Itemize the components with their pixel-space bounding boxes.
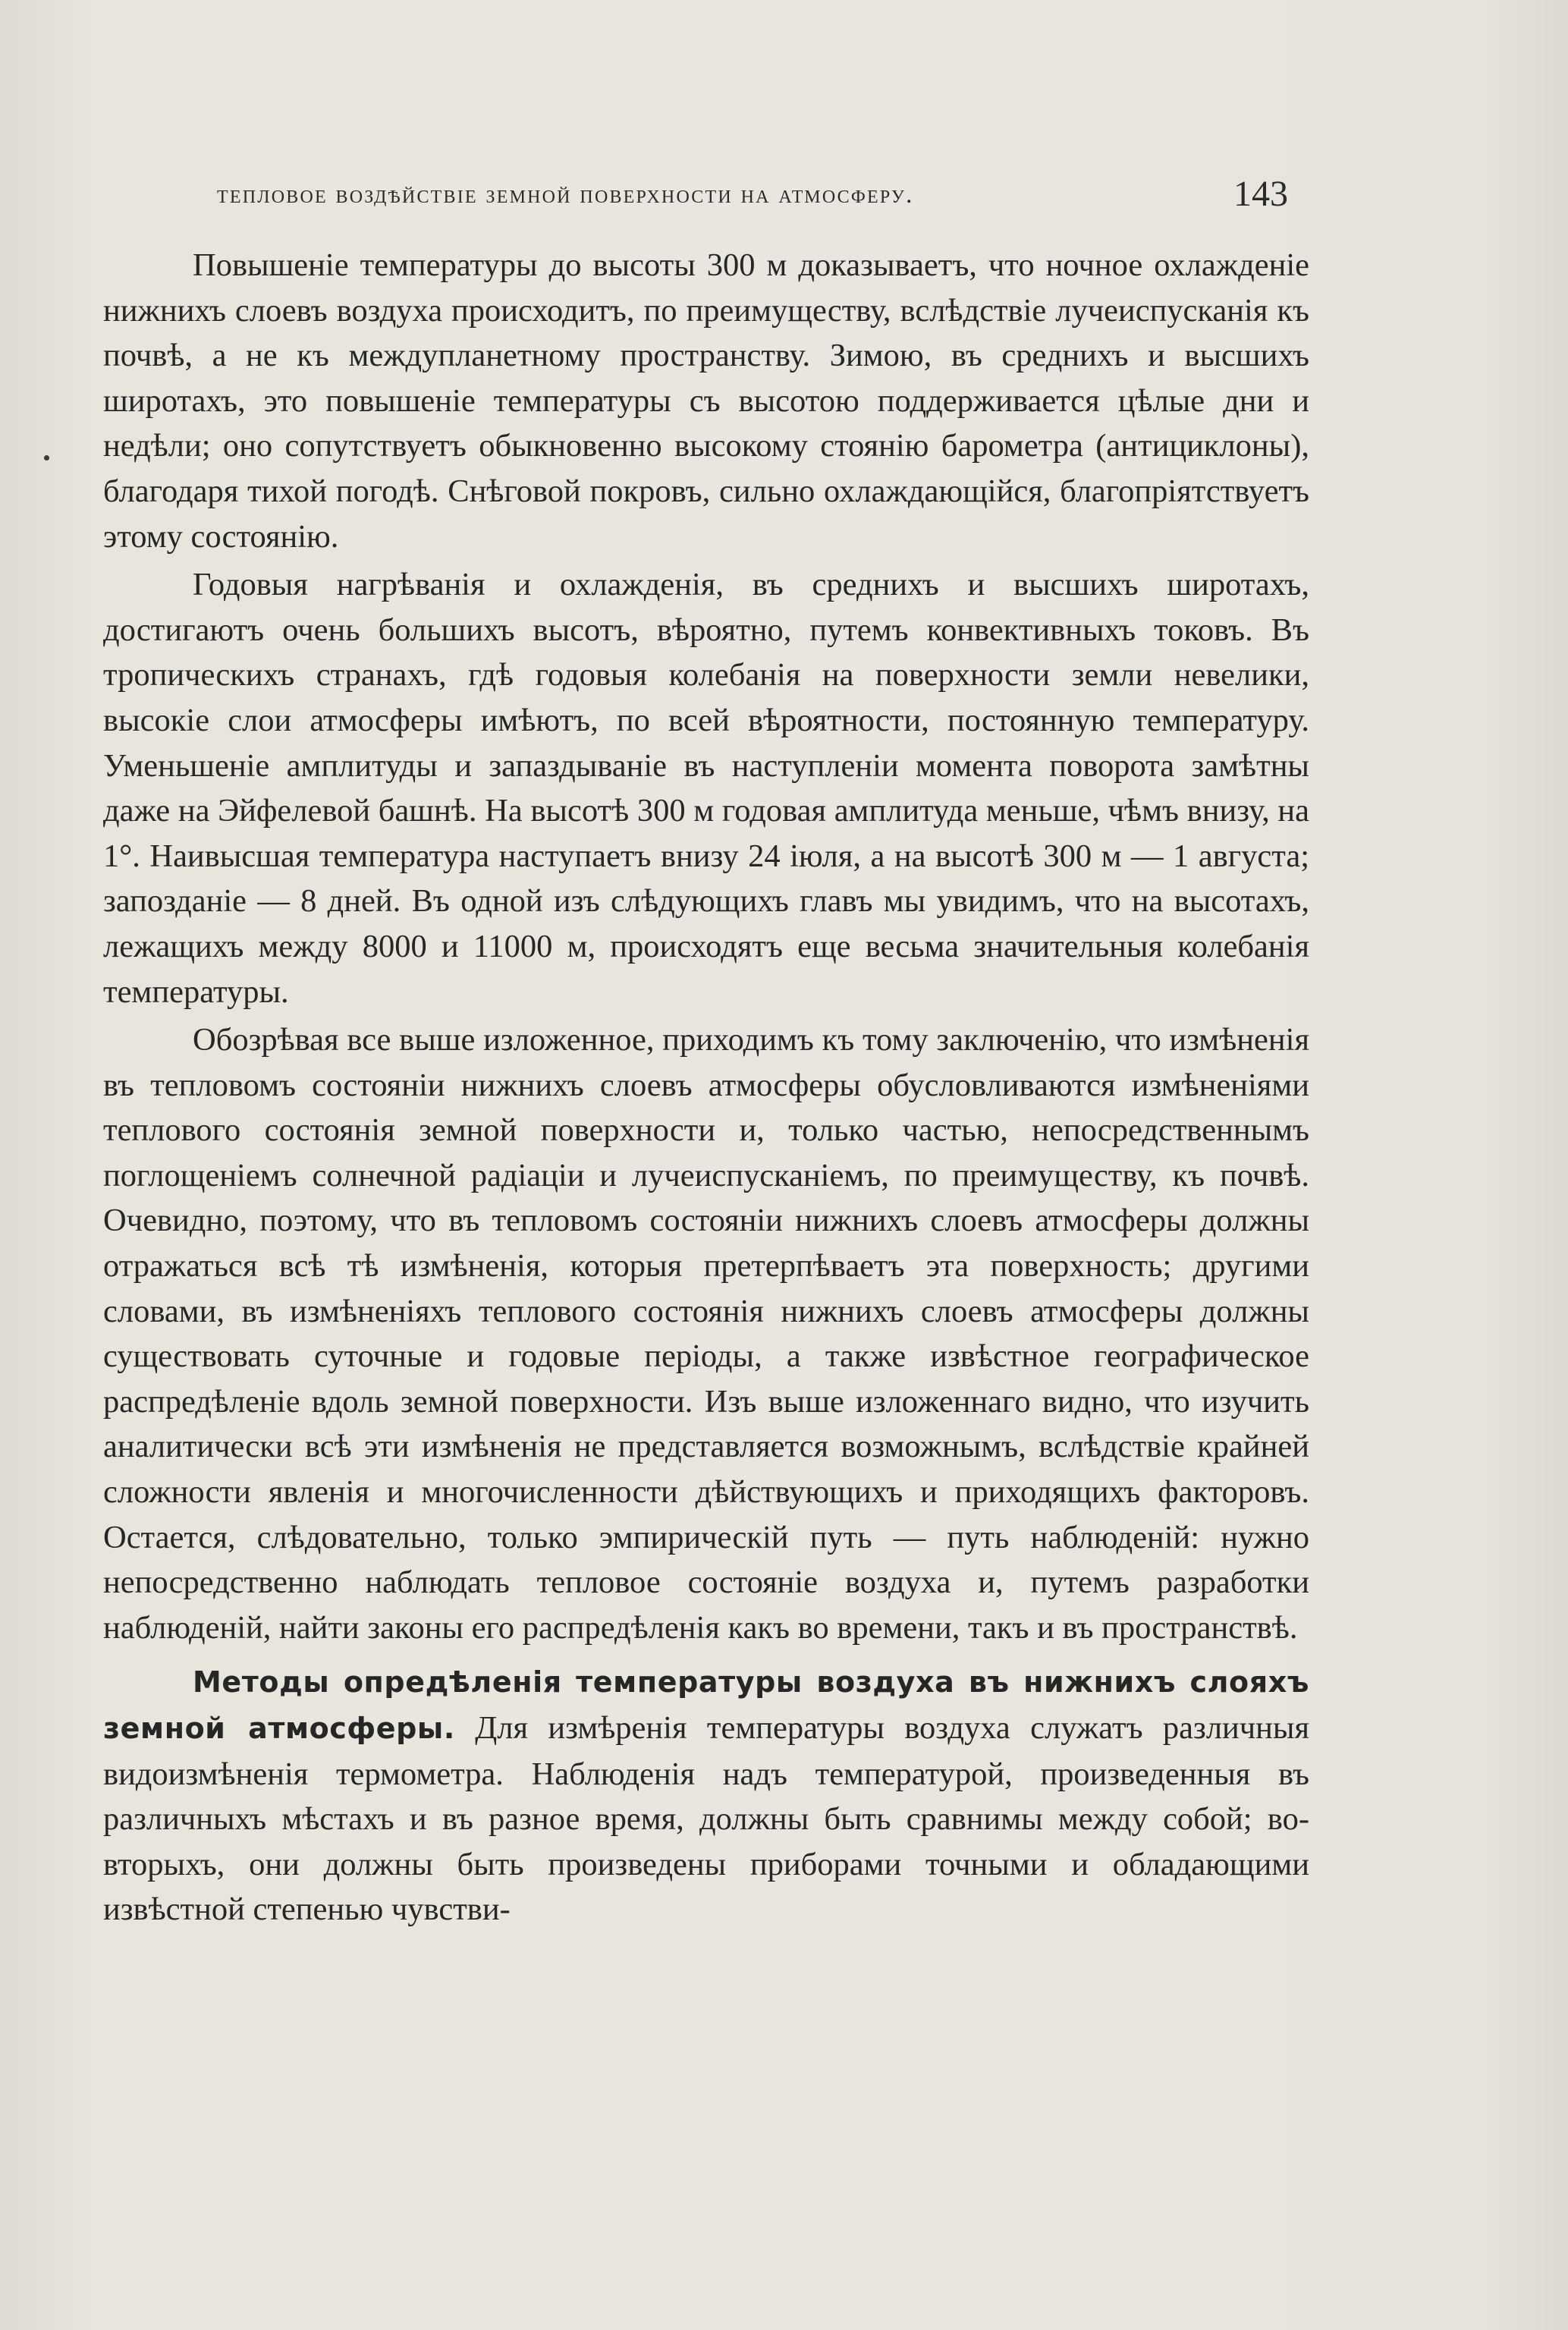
running-head: тепловое воздѣйствіе земной поверхности на атмосферу. (217, 181, 914, 209)
paragraph: Годовыя нагрѣванія и охлажденія, въ среднихъ и высшихъ широтахъ, достигаютъ очень большихъ высотъ, вѣроятно, путемъ конвективныхъ токовъ. Въ тропическихъ странахъ, гдѣ годовыя колебанія на поверхности земли невелики, высокіе слои атмосферы имѣютъ, по всей вѣроятности, постоянную температуру. Уменьшеніе амплитуды и запаздываніе въ наступленіи момента поворота замѣтны даже на Эйфелевой башнѣ. На высотѣ 300 м годовая амплитуда меньше, чѣмъ внизу, на 1°. Наивысшая температура наступаетъ внизу 24 іюля, а на высотѣ 300 м — 1 августа; запозданіе — 8 дней. Въ одной изъ слѣдующихъ главъ мы увидимъ, что на высотахъ, лежащихъ между 8000 и 11000 м, происходятъ еще весьма значительныя колебанія температуры. (103, 567, 1309, 1010)
paragraph: Повышеніе температуры до высоты 300 м доказываетъ, что ночное охлажденіе нижнихъ слоевъ воздуха происходитъ, по преимуществу, вслѣдствіе лучеиспусканія къ почвѣ, а не къ междупланетному пространству. Зимою, въ среднихъ и высшихъ широтахъ, это повышеніе температуры съ высотою поддерживается цѣлые дни и недѣли; оно сопутствуетъ обыкновенно высокому стоянію барометра (антициклоны), благодаря тихой погодѣ. Снѣговой покровъ, сильно охлаждающійся, благопріятствуетъ этому состоянію. (103, 247, 1309, 555)
print-speck (44, 455, 49, 461)
paragraph-with-heading (103, 1659, 1309, 1932)
page-number: 143 (1233, 174, 1288, 214)
paragraph-text: Для измѣренія температуры воздуха служатъ различныя видоизмѣненія термометра. Наблюденія надъ температурой, произведенныя въ различныхъ мѣстахъ и въ разное время, должны быть сравнимы между собой; во-вторыхъ, они должны быть произведены приборами точными и обладающими извѣстной степенью чувстви- (103, 1710, 1310, 1928)
section-heading: Методы опредѣленія температуры воздуха въ нижнихъ слояхъ земной атмосферы. (103, 1665, 1309, 1745)
paragraph: Обозрѣвая все выше изложенное, приходимъ къ тому заключенію, что измѣненія въ тепловомъ состояніи нижнихъ слоевъ атмосферы обусловливаются измѣненіями теплового состоянія земной поверхности и, только частью, непосредственнымъ поглощеніемъ солнечной радіаціи и лучеиспусканіемъ, по преимуществу, къ почвѣ. Очевидно, поэтому, что въ тепловомъ состояніи нижнихъ слоевъ атмосферы должны отражаться всѣ тѣ измѣненія, которыя претерпѣваетъ эта поверхность; другими словами, въ измѣненіяхъ теплового состоянія нижнихъ слоевъ атмосферы должны существовать суточные и годовые періоды, а также извѣстное географическое распредѣленіе вдоль земной поверхности. Изъ выше изложеннаго видно, что изучить аналитически всѣ эти измѣненія не представляется возможнымъ, вслѣдствіе крайней сложности явленія и многочисленности дѣйствующихъ и приходящихъ факторовъ. Остается, слѣдовательно, только эмпирическій путь — путь наблюденій: нужно непосредственно наблюдать тепловое состояніе воздуха и, путемъ разработки наблюденій, найти законы его распредѣленія какъ во времени, такъ и въ пространствѣ. (103, 1022, 1309, 1646)
page-header (103, 173, 1302, 219)
page-body (103, 243, 1309, 1935)
